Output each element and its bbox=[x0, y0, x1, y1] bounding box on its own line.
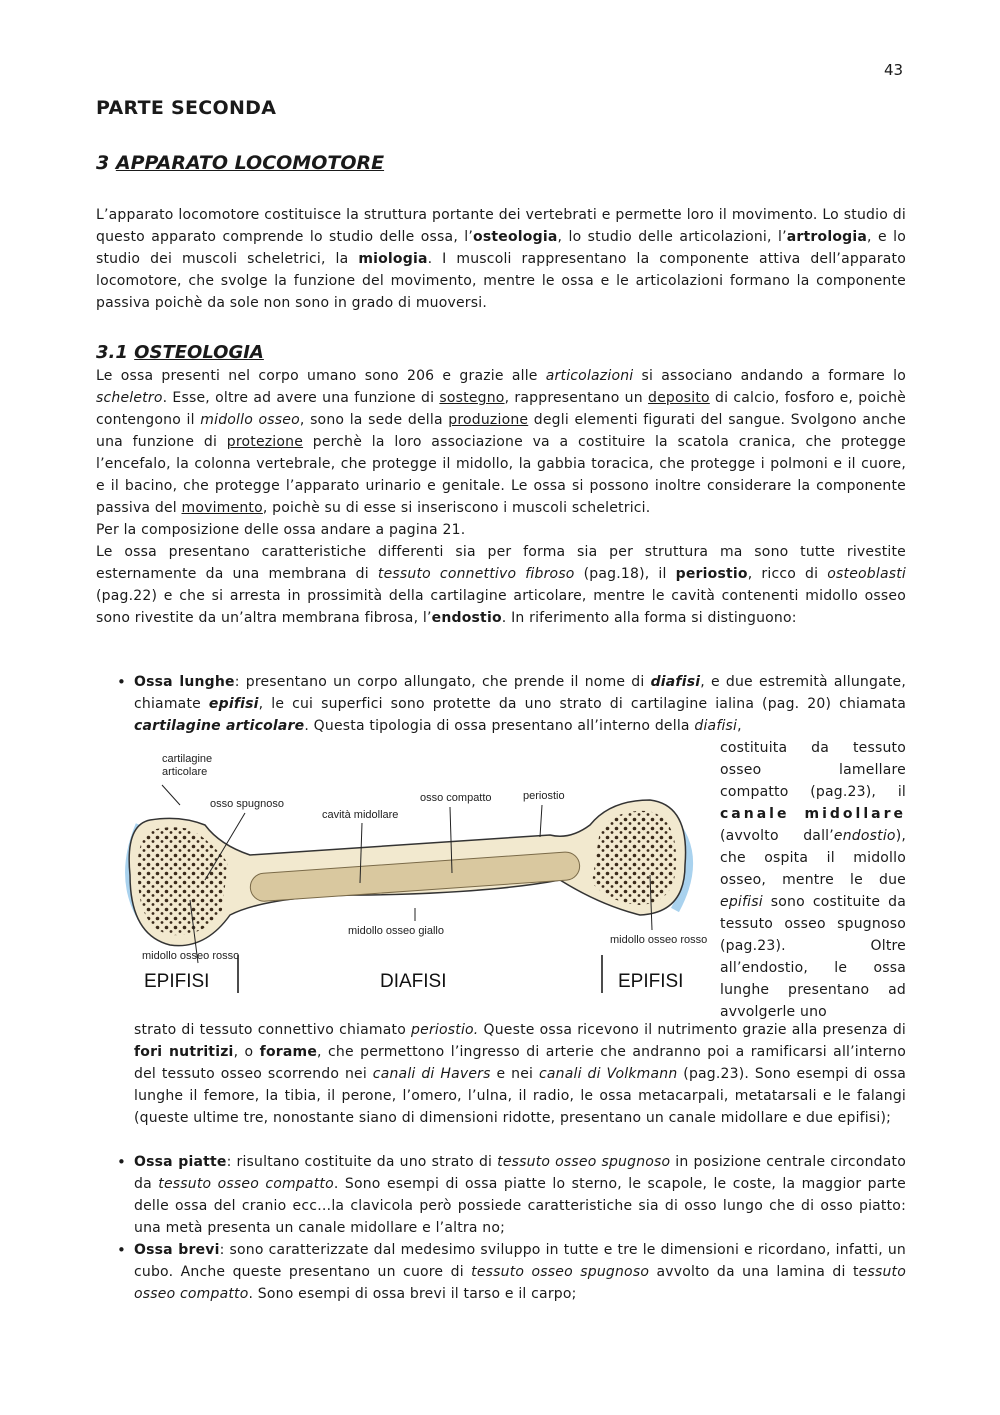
osteology-text-1 bbox=[96, 365, 906, 519]
text-run: . Sono esempi di ossa piatte lo sterno, le scapole, le coste, la maggior parte delle ossa del cranio ecc…la clavicola però possiede caratteristiche sia di osso lungo che di osso piatto: una metà presenta un canale midollare e l’altra no; bbox=[134, 1176, 906, 1236]
text-run: in posizione centrale circondato da bbox=[134, 1154, 906, 1192]
term: cartilagine articolare bbox=[134, 718, 305, 734]
term: diafisi bbox=[694, 718, 738, 734]
text-run: , le cui superfici sono protette da uno strato di cartilagine ialina (pag. 20) chiamata bbox=[258, 696, 906, 712]
text-run: (pag.23). Sono esempi di ossa lunghe il femore, la tibia, il perone, l’omero, l’ulna, il radio, le ossa metacarpali, metatarsali e le falangi (queste ultime tre, nonostante siano di dimensioni ridotte, presentano un canale midollare e due epifisi); bbox=[134, 1066, 906, 1126]
text-run: , che permettono l’ingresso di arterie che andranno poi a ramificarsi all’interno del tessuto osseo scorrendo nei bbox=[134, 1044, 906, 1082]
part-title: PARTE SECONDA bbox=[96, 97, 277, 119]
text-run: , ricco di bbox=[747, 566, 828, 582]
text-run: , lo studio delle articolazioni, l’ bbox=[557, 229, 787, 245]
list-item-label: Ossa piatte bbox=[134, 1154, 227, 1170]
text-run: (avvolto dall’ bbox=[720, 828, 834, 844]
label-compact-bone: osso compatto bbox=[420, 792, 492, 804]
text-run: , o bbox=[233, 1044, 260, 1060]
text-run: perchè la loro associazione va a costituire la scatola cranica, che protegge l’encefalo, la colonna vertebrale, che protegge il midollo, la gabbia toracica, che protegge i polmoni e il cuore, e il bacino, che protegge l’apparato urinario e genitale. Le ossa si possono inoltre considerare la componente passiva del bbox=[96, 434, 906, 516]
long-bones-continuation bbox=[134, 1019, 906, 1129]
text-run: strato di tessuto connettivo chiamato bbox=[134, 1022, 412, 1038]
term: protezione bbox=[226, 434, 304, 450]
label-epiphysis-left: EPIFISI bbox=[144, 971, 210, 992]
text-run: . In riferimento alla forma si distinguono: bbox=[501, 610, 797, 626]
section-name: OSTEOLOGIA bbox=[134, 342, 264, 363]
label-articular: articolare bbox=[162, 766, 208, 778]
term: tessuto connettivo fibroso bbox=[377, 566, 575, 582]
term: canali di Havers bbox=[372, 1066, 491, 1082]
term: tessuto osseo compatto bbox=[158, 1176, 334, 1192]
section-title bbox=[96, 342, 264, 363]
text-run: , poichè su di esse si inseriscono i muscoli scheletrici. bbox=[262, 500, 651, 516]
term-miologia: miologia bbox=[358, 251, 428, 267]
text-run: , e due estremità allungate, chiamate bbox=[134, 674, 907, 712]
term: articolazioni bbox=[545, 368, 634, 384]
list-item-label: Ossa brevi bbox=[134, 1242, 220, 1258]
term: canale midollare bbox=[720, 806, 906, 822]
section-number: 3.1 bbox=[96, 342, 128, 363]
text-run: . Questa tipologia di ossa presentano all’interno della bbox=[304, 718, 695, 734]
term: fori nutritizi bbox=[134, 1044, 234, 1060]
term-artrologia: artrologia bbox=[786, 229, 868, 245]
bone-types-list bbox=[115, 671, 906, 737]
term: forame bbox=[259, 1044, 318, 1060]
term: produzione bbox=[448, 412, 529, 428]
term: periostio bbox=[675, 566, 748, 582]
term: canali di Volkmann bbox=[538, 1066, 678, 1082]
page-number: 43 bbox=[884, 61, 904, 79]
term: epifisi bbox=[208, 696, 259, 712]
term-osteologia: osteologia bbox=[473, 229, 558, 245]
osteology-paragraph bbox=[96, 365, 906, 629]
text-run: (pag.22) e che si arresta in prossimità della cartilagine articolare, mentre le cavità contenenti midollo osseo sono rivestite da un’altra membrana fibrosa, l’ bbox=[96, 588, 906, 626]
label-periosteum: periostio bbox=[523, 790, 565, 802]
term: sostegno bbox=[439, 390, 505, 406]
text-run: (pag.18), il bbox=[574, 566, 676, 582]
long-bone-diagram bbox=[110, 745, 710, 1000]
text-run: : risultano costituite da uno strato di bbox=[226, 1154, 498, 1170]
list-item-long-bones bbox=[115, 671, 906, 737]
text-run: sono costituite da tessuto osseo spugnoso (pag.23). Oltre all’endostio, le ossa lunghe presentano ad avvolgerle uno bbox=[720, 894, 906, 1020]
term: scheletro bbox=[96, 390, 163, 406]
term: osteoblasti bbox=[827, 566, 907, 582]
osteology-text-3 bbox=[96, 541, 906, 629]
text-run: costituita da tessuto osseo lamellare compatto (pag.23), il bbox=[720, 740, 906, 800]
chapter-name: APPARATO LOCOMOTORE bbox=[115, 152, 385, 174]
osteology-text-2: Per la composizione delle ossa andare a pagina 21. bbox=[96, 522, 466, 538]
text-run: : presentano un corpo allungato, che prende il nome di bbox=[234, 674, 651, 690]
text-run: , bbox=[737, 718, 742, 734]
text-run: . Sono esempi di ossa brevi il tarso e il carpo; bbox=[248, 1286, 577, 1302]
label-spongy-bone: osso spugnoso bbox=[210, 798, 284, 810]
long-bones-side-text bbox=[720, 737, 906, 1023]
text-run: : sono caratterizzate dal medesimo sviluppo in tutte e tre le dimensioni e ricordano, infatti, un cubo. Anche queste presentano un cuore di bbox=[134, 1242, 907, 1280]
label-red-marrow-left: midollo osseo rosso bbox=[142, 950, 240, 962]
term: endostio bbox=[431, 610, 502, 626]
chapter-number: 3 bbox=[96, 152, 110, 174]
term: movimento bbox=[181, 500, 263, 516]
text-run: Le ossa presenti nel corpo umano sono 206 e grazie alle bbox=[96, 368, 546, 384]
text-run: , e lo studio dei muscoli scheletrici, la bbox=[96, 229, 906, 267]
list-item-short-bones bbox=[115, 1239, 906, 1305]
list-item-flat-bones bbox=[115, 1151, 906, 1239]
term: tessuto osseo spugnoso bbox=[497, 1154, 671, 1170]
label-yellow-marrow: midollo osseo giallo bbox=[348, 925, 444, 937]
term: deposito bbox=[648, 390, 710, 406]
text-run: , sono la sede della bbox=[299, 412, 449, 428]
bone-types-list-continued bbox=[115, 1151, 906, 1305]
chapter-title bbox=[96, 152, 384, 174]
text-run: Le ossa presentano caratteristiche differenti sia per forma sia per struttura ma sono tutte rivestite esternamente da una membrana di bbox=[96, 544, 906, 582]
term: diafisi bbox=[650, 674, 701, 690]
term: tessuto osseo spugnoso bbox=[471, 1264, 650, 1280]
term: endostio bbox=[833, 828, 896, 844]
label-red-marrow-right: midollo osseo rosso bbox=[610, 934, 708, 946]
text-run: , rappresentano un bbox=[504, 390, 648, 406]
list-item-label: Ossa lunghe bbox=[134, 674, 235, 690]
text-run: . I muscoli rappresentano la componente attiva dell’apparato locomotore, che svolge la funzione del movimento, mentre le ossa e le articolazioni formano la componente passiva poichè da sole non sono in grado di muoversi. bbox=[96, 251, 906, 311]
text-run: Queste ossa ricevono il nutrimento grazie alla presenza di bbox=[478, 1022, 907, 1038]
text-run: . Esse, oltre ad avere una funzione di bbox=[162, 390, 440, 406]
spongy-bone-right bbox=[592, 811, 676, 905]
label-cartilage: cartilagine bbox=[162, 753, 213, 765]
term: essuto osseo compatto bbox=[134, 1264, 907, 1302]
term: periostio. bbox=[411, 1022, 479, 1038]
text-run: avvolto da una lamina di t bbox=[649, 1264, 859, 1280]
text-run: degli elementi figurati del sangue. Svolgono anche una funzione di bbox=[96, 412, 906, 450]
text-run: si associano andando a formare lo bbox=[633, 368, 906, 384]
term: epifisi bbox=[720, 894, 763, 910]
label-medullary-cavity: cavità midollare bbox=[322, 809, 399, 821]
text-run: di calcio, fosforo e, poichè contengono il bbox=[96, 390, 906, 428]
text-run: ), che ospita il midollo osseo, mentre le due bbox=[720, 828, 906, 888]
text-run: L’apparato locomotore costituisce la struttura portante dei vertebrati e permette loro il movimento. Lo studio di questo apparato comprende lo studio delle ossa, l’ bbox=[96, 207, 906, 245]
term: midollo osseo bbox=[200, 412, 300, 428]
intro-paragraph bbox=[96, 204, 906, 314]
text-run: e nei bbox=[490, 1066, 539, 1082]
label-epiphysis-right: EPIFISI bbox=[618, 971, 684, 992]
label-diaphysis: DIAFISI bbox=[380, 971, 447, 992]
